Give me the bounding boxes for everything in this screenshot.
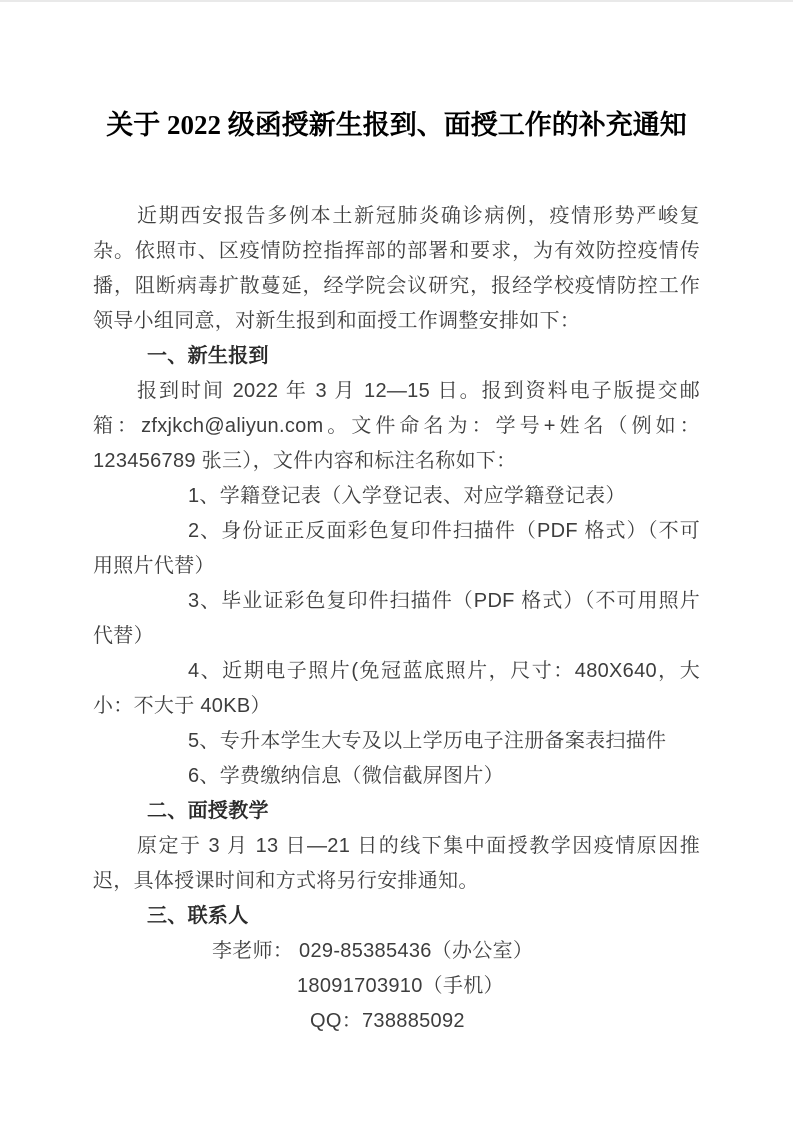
section2-heading: 二、面授教学: [147, 800, 269, 822]
contact-line-qq: QQ：738885092: [310, 1010, 465, 1032]
section3-heading: 三、联系人: [147, 905, 249, 927]
list-item-6: 6、学费缴纳信息（微信截屏图片）: [188, 765, 504, 787]
list-item-1: 1、学籍登记表（入学登记表、对应学籍登记表）: [188, 485, 626, 507]
list-item-4: 4、近期电子照片(免冠蓝底照片，尺寸：480X640，大小：不大于 40KB）: [93, 660, 700, 717]
list-item-5: 5、专升本学生大专及以上学历电子注册备案表扫描件: [188, 730, 667, 752]
list-item-3: 3、毕业证彩色复印件扫描件（PDF 格式）（不可用照片代替）: [93, 590, 700, 647]
contact-line-teacher-office: 李老师： 029-85385436（办公室）: [212, 940, 534, 962]
document-title: 关于 2022 级函授新生报到、面授工作的补充通知: [106, 110, 687, 140]
section1-paragraph: 报到时间 2022 年 3 月 12—15 日。报到资料电子版提交邮箱：zfxjkch@aliyun.com。文件命名为：学号+姓名（例如：123456789 张三），文件内容和标注名称如下：: [93, 380, 700, 472]
list-item-2: 2、身份证正反面彩色复印件扫描件（PDF 格式）（不可用照片代替）: [93, 520, 700, 577]
section2-paragraph: 原定于 3 月 13 日—21 日的线下集中面授教学因疫情原因推迟，具体授课时间和方式将另行安排通知。: [93, 835, 700, 892]
intro-paragraph: 近期西安报告多例本土新冠肺炎确诊病例，疫情形势严峻复杂。依照市、区疫情防控指挥部的部署和要求，为有效防控疫情传播，阻断病毒扩散蔓延，经学院会议研究，报经学校疫情防控工作领导小组同意，对新生报到和面授工作调整安排如下：: [93, 205, 700, 332]
section1-heading: 一、新生报到: [147, 345, 269, 367]
contact-line-mobile: 18091703910（手机）: [297, 975, 504, 997]
